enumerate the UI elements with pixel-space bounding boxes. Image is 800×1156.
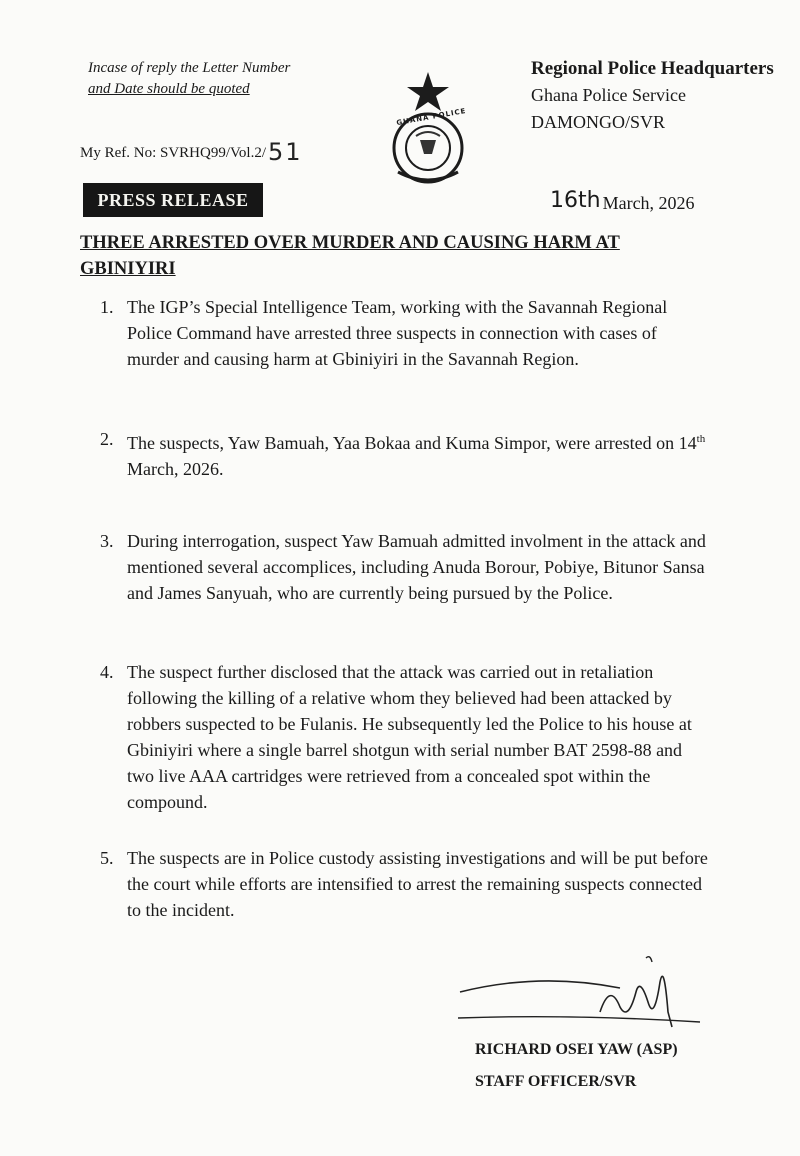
ghana-police-emblem-icon bbox=[380, 70, 476, 186]
paragraph-number: 3. bbox=[100, 531, 114, 551]
headline-line-2: GBINIYIRI bbox=[80, 259, 176, 279]
hq-name: Regional Police Headquarters bbox=[531, 58, 774, 79]
date-day-handwritten: 16th bbox=[550, 188, 601, 213]
handwritten-signature bbox=[450, 952, 710, 1042]
ordinal-suffix: th bbox=[696, 433, 706, 445]
paragraph-text-part: The suspects, Yaw Bamuah, Yaa Bokaa and Kuma Simpor, were arrested on 14 bbox=[127, 433, 697, 453]
paragraph-5 bbox=[100, 845, 710, 923]
signatory-name: RICHARD OSEI YAW (ASP) bbox=[475, 1041, 678, 1058]
paragraph-text: The suspects are in Police custody assisting investigations and will be put before the court while efforts are intensified to arrest the remaining suspects connected to the incident. bbox=[127, 848, 708, 920]
reference-label: My Ref. No: SVRHQ99/Vol.2/ bbox=[80, 145, 266, 161]
paragraph-4 bbox=[100, 659, 710, 815]
paragraph-text bbox=[127, 426, 710, 482]
paragraph-text-part: March, 2026. bbox=[127, 459, 224, 479]
reply-note-line-1: Incase of reply the Letter Number bbox=[88, 60, 291, 76]
headline bbox=[80, 230, 680, 282]
paragraph-text: The suspect further disclosed that the attack was carried out in retaliation following the killing of a relative whom they believed had been attacked by robbers suspected to be Fulanis. He subsequently led the Police to his house at Gbiniyiri where a single barrel shotgun with serial number BAT 2598-88 and two live AAA cartridges were retrieved from a concealed spot within the compound. bbox=[127, 662, 692, 812]
release-date bbox=[550, 190, 695, 215]
emblem-text: GHANA POLICE bbox=[395, 106, 467, 128]
reference-handwritten-number: 51 bbox=[268, 138, 303, 166]
reply-note-line-2: and Date should be quoted bbox=[88, 81, 250, 97]
paragraph-number: 1. bbox=[100, 297, 114, 317]
paragraph-number: 5. bbox=[100, 848, 114, 868]
date-rest: March, 2026 bbox=[602, 193, 695, 213]
hq-service: Ghana Police Service bbox=[531, 85, 686, 105]
paragraph-3 bbox=[100, 528, 710, 606]
signatory-title: STAFF OFFICER/SVR bbox=[475, 1073, 637, 1090]
headline-line-1: THREE ARRESTED OVER MURDER AND CAUSING HARM AT bbox=[80, 233, 620, 253]
reference-number bbox=[80, 135, 303, 166]
hq-location: DAMONGO/SVR bbox=[531, 112, 666, 132]
press-release-label: PRESS RELEASE bbox=[83, 183, 263, 217]
paragraph-1 bbox=[100, 294, 710, 372]
paragraph-number: 2. bbox=[100, 429, 114, 449]
paragraph-number: 4. bbox=[100, 662, 114, 682]
paragraph-text: During interrogation, suspect Yaw Bamuah admitted involment in the attack and mentioned several accomplices, including Anuda Borour, Pobiye, Bitunor Sansa and James Sanyuah, who are currently being pursued by the Police. bbox=[127, 531, 706, 603]
paragraph-2 bbox=[100, 426, 710, 482]
paragraph-text: The IGP’s Special Intelligence Team, working with the Savannah Regional Police Command have arrested three suspects in connection with cases of murder and causing harm at Gbiniyiri in the Savannah Region. bbox=[127, 297, 668, 369]
